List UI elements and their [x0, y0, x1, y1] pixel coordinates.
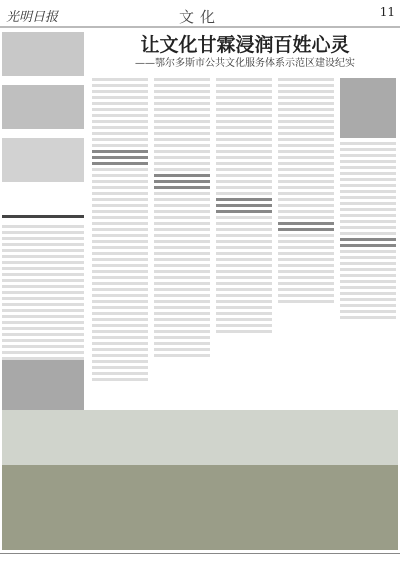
sidebar-text — [2, 225, 84, 381]
footer — [0, 553, 400, 568]
text-column — [154, 78, 210, 406]
subheadline: ——鄂尔多斯市公共文化服务体系示范区建设纪实 — [135, 58, 355, 69]
article-body — [92, 78, 398, 406]
photo-2 — [2, 85, 84, 129]
masthead-rule — [0, 26, 400, 28]
inline-photo — [340, 78, 396, 138]
photo-3 — [2, 138, 84, 182]
photo-sky — [2, 410, 398, 465]
text-column — [278, 78, 334, 406]
photo-1 — [2, 32, 84, 76]
text-column — [92, 78, 148, 406]
section-title: 文化 — [178, 8, 221, 26]
masthead — [0, 0, 400, 27]
text-column — [340, 78, 396, 406]
newspaper-logo: 光明日报 — [6, 10, 59, 25]
headline: 让文化甘霖浸润百姓心灵 — [140, 34, 350, 56]
photo-crowd — [2, 465, 398, 550]
main-photo — [2, 410, 398, 550]
text-column — [216, 78, 272, 406]
page-number: 11 — [379, 5, 395, 19]
sidebar-heading — [2, 215, 84, 218]
